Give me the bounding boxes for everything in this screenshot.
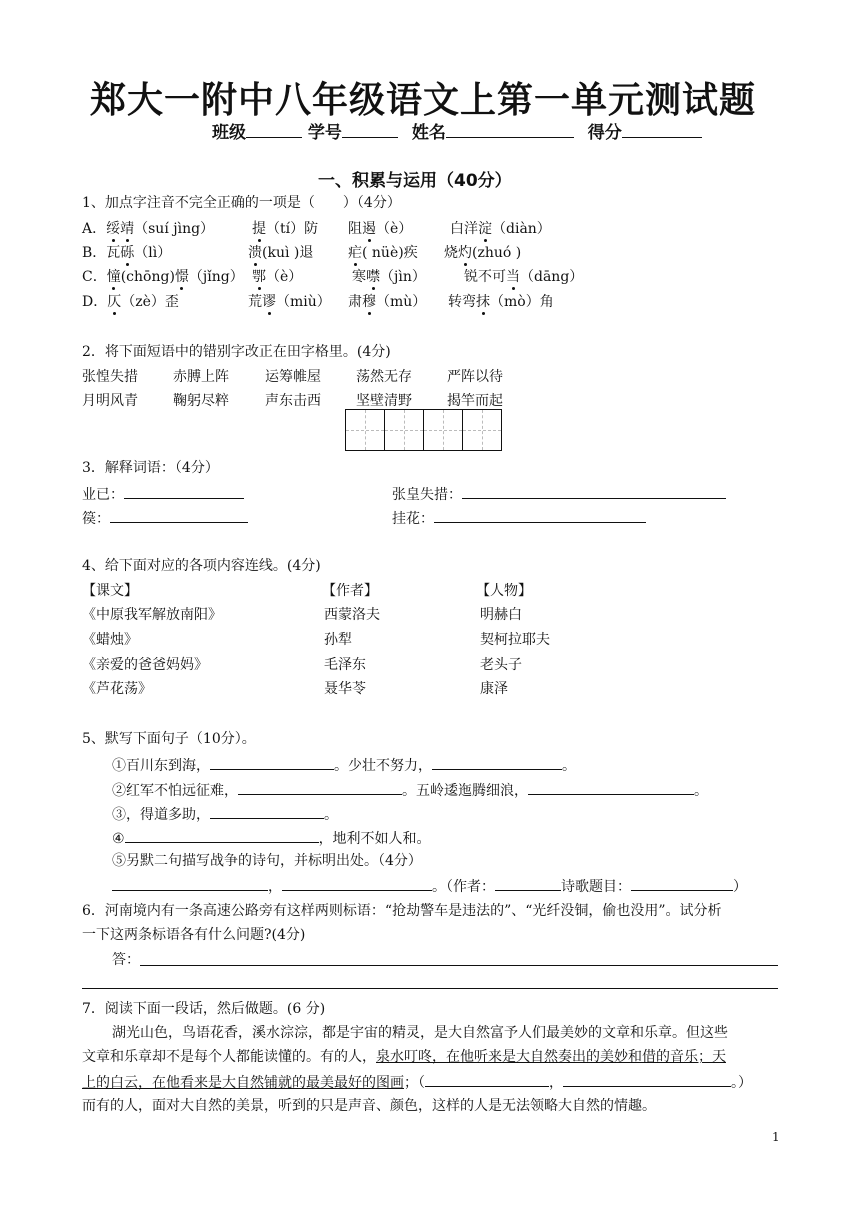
q5-text: 。少壮不努力，: [334, 758, 432, 774]
q5-line: [112, 780, 708, 800]
tianzige-cell[interactable]: [384, 409, 424, 451]
q3-term: 张皇失措：: [392, 487, 462, 503]
q3-term: 业已：: [82, 487, 124, 503]
q3-term: 挂花：: [392, 511, 434, 527]
q5-text: 。: [324, 807, 338, 823]
q4-author: 聂华苓: [324, 681, 366, 697]
q2-phrase: 坚壁清野: [356, 393, 412, 409]
q4-person: 契柯拉耶夫: [480, 632, 550, 648]
q5-text: ①百川东到海，: [112, 758, 210, 774]
q5-text: 。五岭逶迤腾细浪，: [402, 783, 528, 799]
q6-stem-line2: 一下这两条标语各有什么问题?(4分): [82, 927, 306, 943]
q4-text: 《中原我军解放南阳》: [82, 607, 222, 623]
q5-line: [112, 755, 576, 775]
q5-text: ③，得道多助，: [112, 807, 210, 823]
q1-option-a-4: 白洋淀（diàn）: [450, 221, 551, 237]
q5-stem: 5、默写下面句子（10分）。: [82, 731, 256, 747]
answer-blank[interactable]: [528, 780, 694, 795]
q2-phrase: 运筹帷屋: [265, 369, 321, 385]
answer-blank[interactable]: [282, 876, 432, 891]
score-blank[interactable]: [622, 123, 702, 138]
author-blank[interactable]: [495, 876, 561, 891]
q1-option-a-3: 阻遏（è）: [348, 221, 413, 237]
q1-stem: 1、加点字注音不完全正确的一项是（ ）（4分）: [82, 195, 401, 211]
q5-text: 。: [562, 758, 576, 774]
q1-option-b-4: 烧灼(zhuó ): [444, 245, 522, 261]
q5-text: ②红军不怕远征难，: [112, 783, 238, 799]
student-id-label: 学号: [307, 123, 342, 143]
q4-author: 孙犁: [324, 632, 352, 648]
q3-item: [82, 508, 248, 528]
q7-passage-line: 湖光山色，鸟语花香，溪水淙淙，都是宇宙的精灵，是大自然富予人们最美妙的文章和乐章。但这些: [112, 1025, 728, 1041]
tianzige-grid: [346, 409, 502, 451]
q4-person: 康泽: [480, 681, 508, 697]
q1-option-d-4: 转弯抹（mò）角: [448, 294, 554, 310]
q7-underlined-text: 泉水叮咚，在他听来是大自然奏出的美妙和借的音乐；天: [376, 1049, 726, 1065]
q7-text: ；（: [404, 1075, 425, 1091]
q5-text: ④: [112, 831, 125, 847]
answer-blank[interactable]: [124, 484, 244, 499]
q7-passage-line: 而有的人，面对大自然的美景，听到的只是声音、颜色，这样的人是无法领略大自然的情趣。: [82, 1098, 656, 1114]
page-title: 郑大一附中八年级语文上第一单元测试题: [90, 80, 757, 121]
q6-answer-line[interactable]: [140, 965, 778, 966]
q2-phrase: 月明风青: [82, 393, 138, 409]
q2-stem: 2．将下面短语中的错别字改正在田字格里。(4分): [82, 344, 391, 360]
q4-stem: 4、给下面对应的各项内容连线。(4分): [82, 558, 321, 574]
q4-header-author: 【作者】: [322, 583, 378, 599]
q5-line: [112, 828, 431, 848]
tianzige-cell[interactable]: [462, 409, 502, 451]
q2-phrase: 赤膊上阵: [173, 369, 229, 385]
q7-passage-line: [82, 1048, 726, 1066]
name-label: 姓名: [411, 123, 446, 143]
q2-phrase: 鞠躬尽粹: [173, 393, 229, 409]
q1-option-d: D．仄（zè）歪: [82, 294, 179, 310]
answer-blank[interactable]: [462, 484, 726, 499]
q1-option-c-2: 鄂（è）: [252, 269, 303, 285]
q6-stem-line1: 6．河南境内有一条高速公路旁有这样两则标语：“抢劫警车是违法的”、“光纤没铜，偷也没用”。试分析: [82, 903, 722, 919]
q3-item: [82, 484, 244, 504]
name-blank[interactable]: [446, 123, 574, 138]
answer-blank[interactable]: [210, 755, 334, 770]
q3-stem: 3．解释词语：（4分）: [82, 460, 219, 476]
q1-option-d-3: 肃穆（mù）: [348, 294, 427, 310]
answer-blank[interactable]: [112, 876, 268, 891]
q5-text: ，地利不如人和。: [318, 831, 431, 847]
q2-phrase: 严阵以待: [447, 369, 503, 385]
q3-term: 篌：: [82, 511, 110, 527]
q4-author: 西蒙洛夫: [324, 607, 380, 623]
page-number: 1: [772, 1130, 780, 1144]
q7-text: 。）: [731, 1075, 752, 1091]
q5-text: ，: [268, 879, 282, 895]
q1-option-a: A．绥靖（suí jìng）: [82, 221, 215, 237]
q7-stem: 7．阅读下面一段话，然后做题。(6 分): [82, 1001, 326, 1017]
poem-title-blank[interactable]: [631, 876, 733, 891]
q1-option-b: B．瓦砾（lì）: [82, 245, 172, 261]
q4-text: 《亲爱的爸爸妈妈》: [82, 657, 208, 673]
score-label: 得分: [587, 123, 622, 143]
answer-blank[interactable]: [434, 508, 646, 523]
section-title: 一、积累与运用（40分）: [318, 171, 512, 191]
q5-line: [112, 876, 747, 896]
q2-phrase: 声东击西: [265, 393, 321, 409]
q2-phrase: 揭竿而起: [447, 393, 503, 409]
q5-line: ⑤另默二句描写战争的诗句，并标明出处。（4分）: [112, 853, 422, 869]
tianzige-cell[interactable]: [423, 409, 463, 451]
q7-passage-line: [82, 1072, 752, 1092]
answer-blank[interactable]: [425, 1072, 549, 1087]
q5-text: ）: [733, 879, 747, 895]
q1-option-c-3: 寒噤（jìn）: [352, 269, 426, 285]
q2-phrase: 张惶失措: [82, 369, 138, 385]
q1-option-d-2: 荒谬（miù）: [248, 294, 331, 310]
answer-blank[interactable]: [210, 804, 324, 819]
q4-person: 明赫白: [480, 607, 522, 623]
student-id-blank[interactable]: [342, 123, 398, 138]
q4-header-person: 【人物】: [476, 583, 532, 599]
q7-text: ，: [549, 1075, 563, 1091]
q5-text: 。（作者：: [432, 879, 495, 895]
class-label: 班级: [212, 123, 246, 143]
student-info-line: [212, 118, 702, 143]
answer-blank[interactable]: [563, 1072, 731, 1087]
q3-item: [392, 508, 646, 528]
q4-header-text: 【课文】: [82, 583, 138, 599]
q7-underlined-text: 上的白云，在他看来是大自然铺就的最美最好的图画: [82, 1075, 404, 1091]
answer-blank[interactable]: [125, 828, 319, 843]
q1-option-c-4: 锐不可当（dāng）: [464, 269, 584, 285]
q5-line: [112, 804, 338, 824]
class-blank[interactable]: [246, 123, 302, 138]
q2-phrase: 荡然无存: [356, 369, 412, 385]
q4-person: 老头子: [480, 657, 522, 673]
q1-option-b-3: 疟( nüè)疾: [348, 245, 418, 261]
q1-option-b-2: 溃(kuì )退: [248, 245, 314, 261]
tianzige-cell[interactable]: [345, 409, 385, 451]
answer-blank[interactable]: [238, 780, 402, 795]
q1-option-a-2: 提（tí）防: [252, 221, 319, 237]
q6-answer-line[interactable]: [82, 988, 778, 989]
q1-option-c: C．憧(chōng)憬（jǐng）: [82, 269, 244, 285]
q5-text: 。: [694, 783, 708, 799]
q7-text: 文章和乐章却不是每个人都能读懂的。有的人，: [82, 1049, 376, 1065]
q4-text: 《芦花荡》: [82, 681, 152, 697]
q6-answer-label: 答：: [112, 952, 140, 968]
q4-text: 《蜡烛》: [82, 632, 138, 648]
answer-blank[interactable]: [110, 508, 248, 523]
q4-author: 毛泽东: [324, 657, 366, 673]
answer-blank[interactable]: [432, 755, 562, 770]
q3-item: [392, 484, 726, 504]
q5-text: 诗歌题目：: [561, 879, 631, 895]
